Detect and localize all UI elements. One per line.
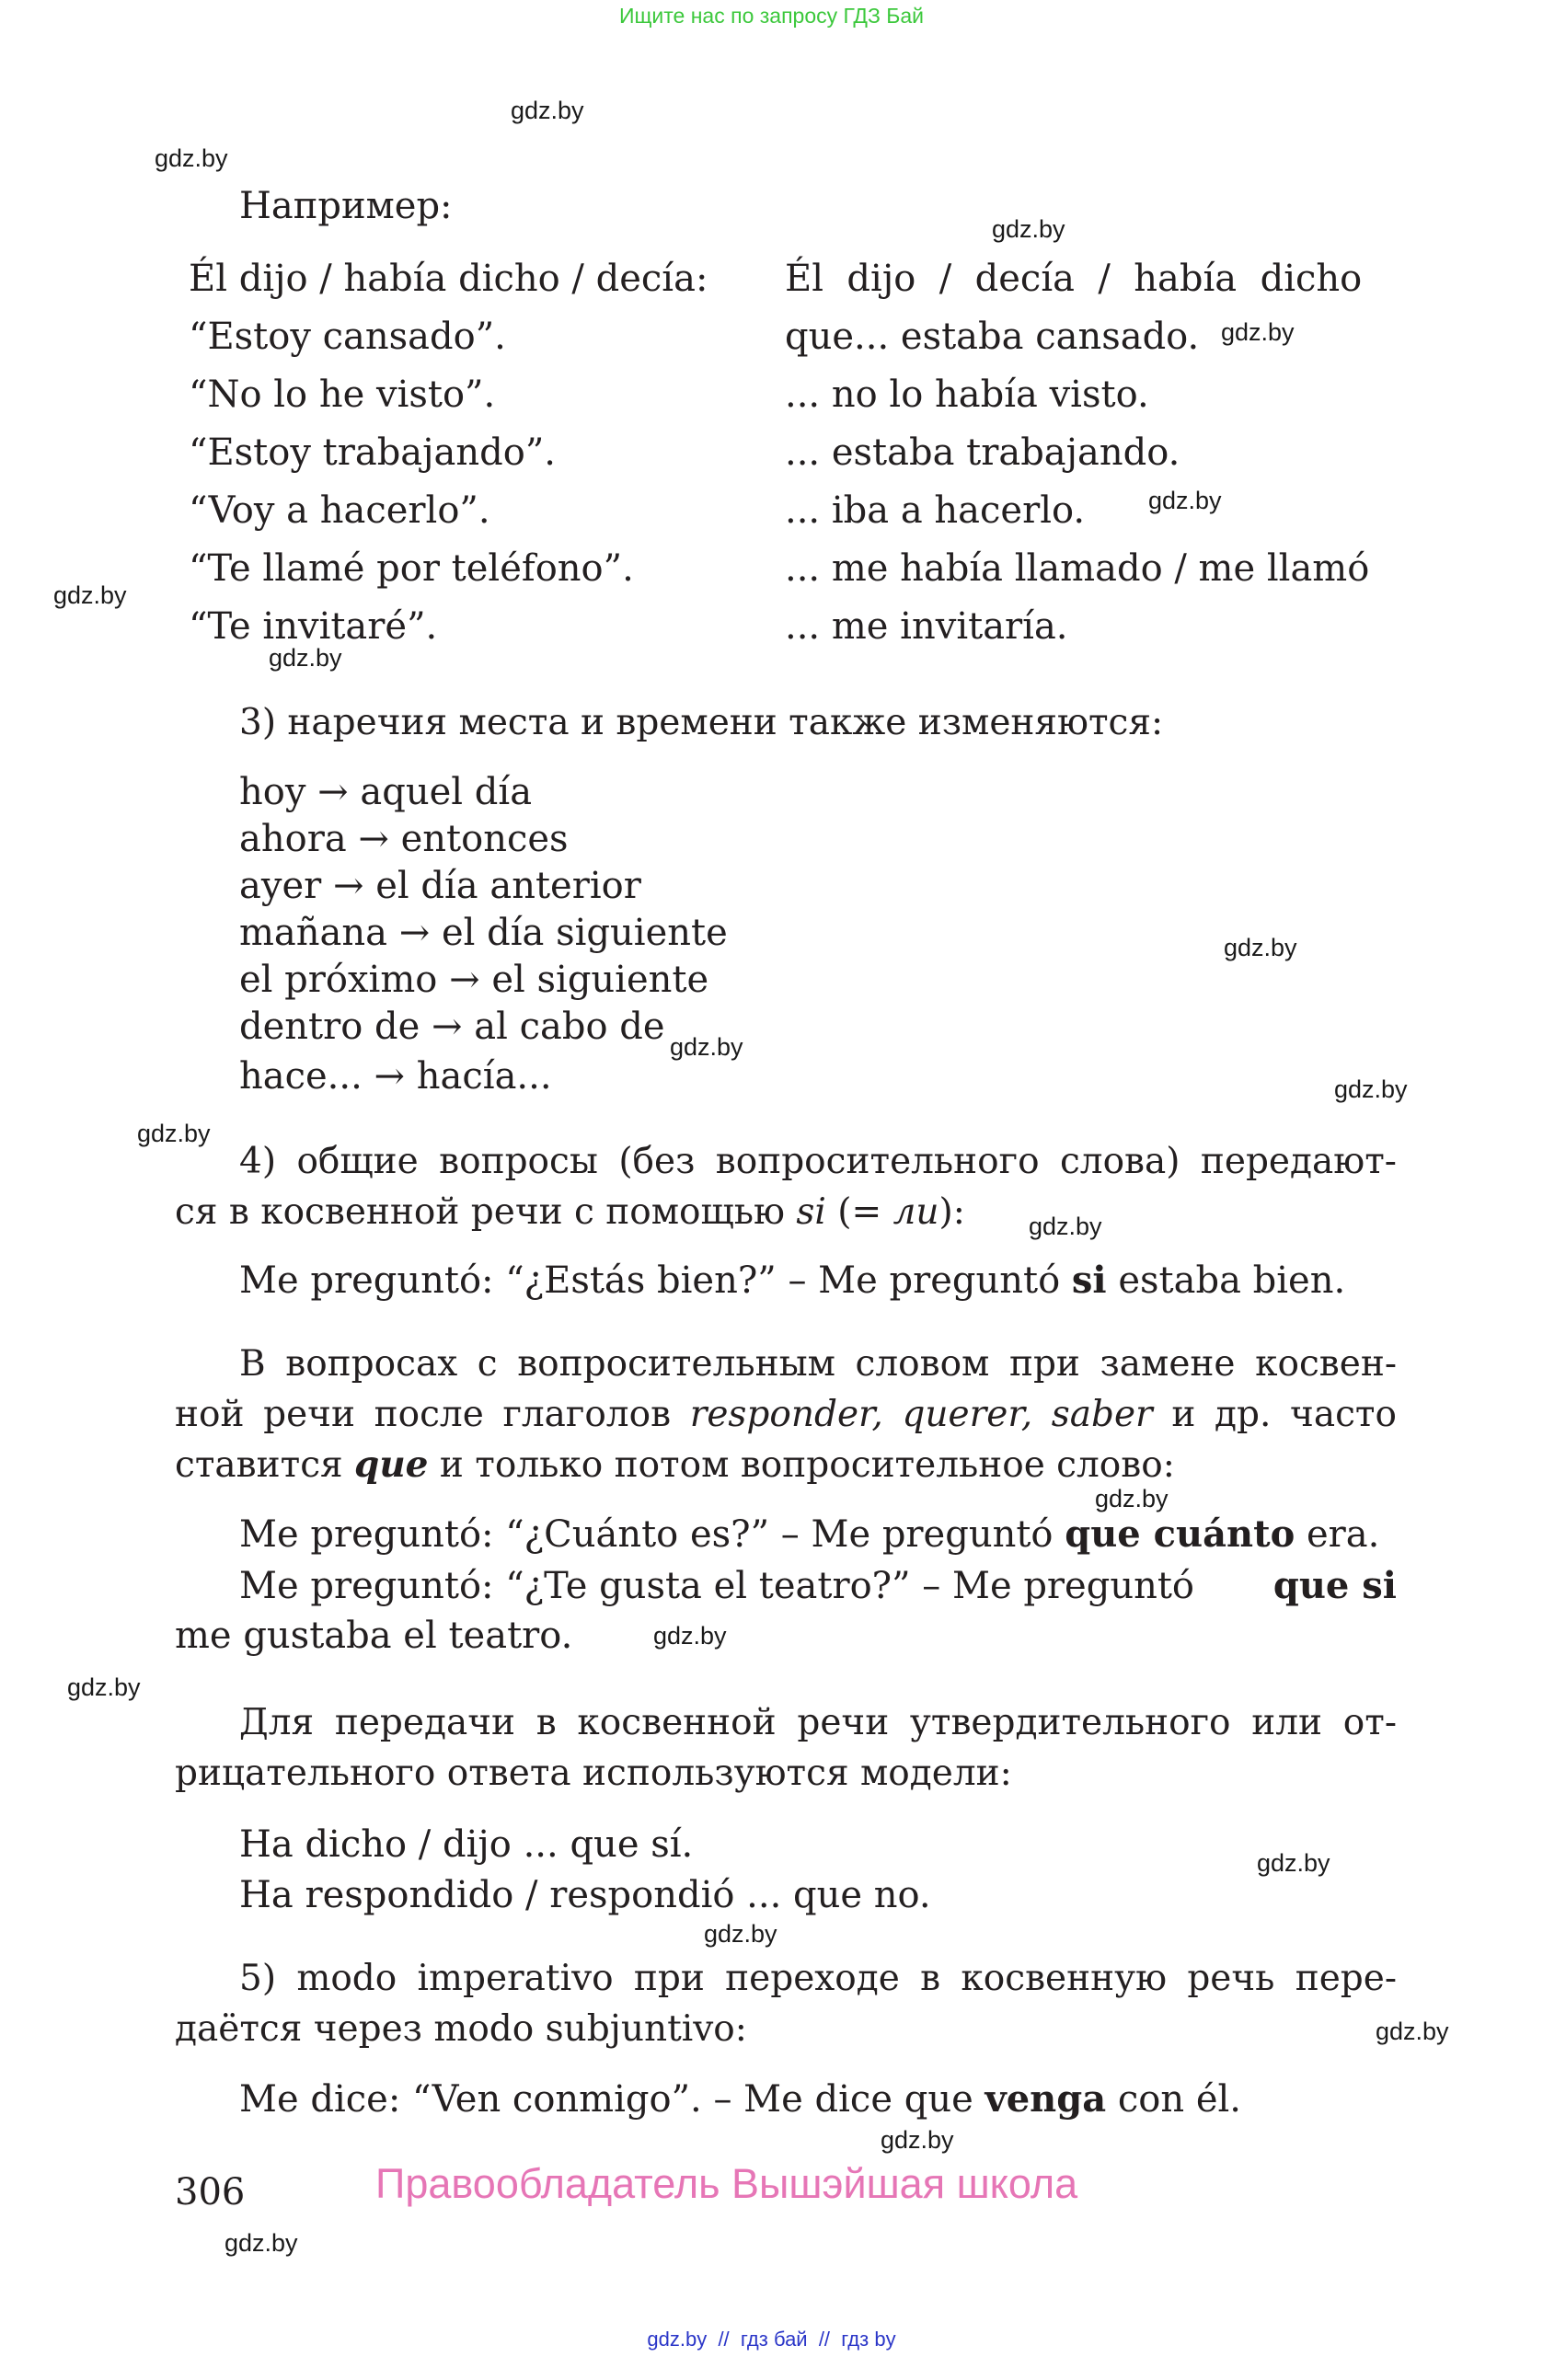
pair-indirect: ... me invitaría. (785, 605, 1068, 648)
watermark: gdz.by (1148, 487, 1222, 514)
watermark: gdz.by (1334, 1075, 1408, 1103)
arrow-icon: → (432, 1006, 463, 1048)
arrow-icon: → (449, 959, 480, 1001)
watermark: gdz.by (992, 215, 1065, 243)
watermark: gdz.by (881, 2126, 954, 2154)
rule-5-line1: 5) modo imperativo при переходе в косвенную речь пере- (239, 1958, 1397, 1999)
arrow-icon: → (374, 1055, 406, 1098)
adverb-row: el próximo → el siguiente (239, 959, 709, 1001)
watermark: gdz.by (511, 97, 584, 124)
watermark: gdz.by (653, 1622, 727, 1650)
watermark: gdz.by (1029, 1213, 1102, 1240)
para-answers-line2: рицательного ответа используются модели: (175, 1753, 1012, 1794)
example-rule-5: Me dice: “Ven conmigo”. – Me dice que venga con él. (239, 2077, 1241, 2121)
para-question-line1: В вопросах с вопросительным словом при замене косвен- (239, 1343, 1397, 1385)
watermark: gdz.by (269, 644, 342, 672)
example-rule-4: Me preguntó: “¿Estás bien?” – Me preguntó si estaba bien. (239, 1259, 1346, 1302)
watermark: gdz.by (155, 144, 228, 172)
footer-links[interactable]: gdz.by // гдз бай // гдз by (647, 2328, 896, 2351)
pair-direct: “Estoy cansado”. (189, 316, 506, 358)
arrow-icon: → (317, 771, 349, 813)
example-question-2: Me preguntó: “¿Te gusta el teatro?” – Me preguntó que si (239, 1564, 1397, 1607)
watermark: gdz.by (704, 1920, 777, 1948)
adverb-row: dentro de → al cabo de (239, 1006, 665, 1048)
adverb-row: hoy → aquel día (239, 771, 533, 813)
pair-direct: Él dijo / había dicho / decía: (189, 258, 708, 300)
watermark: gdz.by (1221, 318, 1295, 346)
adverb-row: ayer → el día anterior (239, 865, 641, 907)
watermark: gdz.by (53, 581, 127, 609)
pair-indirect: ... me había llamado / me llamó (785, 547, 1370, 590)
watermark: gdz.by (1257, 1849, 1330, 1877)
pair-direct: “No lo he visto”. (189, 374, 496, 416)
watermark: gdz.by (1376, 2018, 1449, 2045)
pair-indirect: que... estaba cansado. (785, 316, 1200, 358)
watermark: gdz.by (670, 1033, 743, 1061)
arrow-icon: → (398, 912, 431, 954)
search-banner: Ищите нас по запросу ГДЗ Бай (618, 4, 925, 28)
watermark: gdz.by (1095, 1485, 1169, 1512)
para-answers-line1: Для передачи в косвенной речи утвердительного или от- (239, 1702, 1397, 1743)
rule-4-line2: ся в косвенной речи с помощью si (= ли): (175, 1191, 965, 1233)
pair-indirect: ... no lo había visto. (785, 374, 1149, 416)
para-question-line2: ной речи после глаголов responder, querer, saber и др. часто (175, 1394, 1397, 1435)
pair-indirect: ... estaba trabajando. (785, 431, 1180, 474)
copyright-notice: Правообладатель Вышэйшая школа (375, 2160, 1078, 2207)
pair-indirect: ... iba a hacerlo. (785, 489, 1086, 532)
example-label: Например: (239, 185, 453, 227)
adverb-row: ahora → entonces (239, 818, 569, 860)
answer-model-yes: Ha dicho / dijo ... que sí. (239, 1823, 694, 1866)
rule-3-text: 3) наречия места и времени также изменяются: (239, 702, 1164, 743)
page-number: 306 (175, 2171, 246, 2213)
rule-5-line2: даётся через modo subjuntivo: (175, 2008, 747, 2050)
adverb-row: mañana → el día siguiente (239, 912, 728, 954)
watermark: gdz.by (67, 1673, 141, 1701)
pair-direct: “Te invitaré”. (189, 605, 438, 648)
adverb-row: hace... → hacía... (239, 1055, 552, 1098)
example-question-2-cont: me gustaba el teatro. (175, 1615, 573, 1657)
para-question-line3: ставится que и только потом вопросительное слово: (175, 1443, 1175, 1486)
pair-direct: “Estoy trabajando”. (189, 431, 557, 474)
arrow-icon: → (358, 818, 389, 860)
pair-indirect: Él dijo / decía / había dicho (785, 258, 1363, 300)
watermark: gdz.by (137, 1120, 211, 1147)
watermark: gdz.by (225, 2229, 298, 2257)
rule-4-line1: 4) общие вопросы (без вопросительного слова) передают- (239, 1141, 1397, 1182)
answer-model-no: Ha respondido / respondió ... que no. (239, 1874, 931, 1916)
watermark: gdz.by (1224, 934, 1297, 961)
example-question-1: Me preguntó: “¿Cuánto es?” – Me preguntó que cuánto era. (239, 1512, 1380, 1556)
arrow-icon: → (332, 865, 364, 907)
pair-direct: “Te llamé por teléfono”. (189, 547, 634, 590)
pair-direct: “Voy a hacerlo”. (189, 489, 490, 532)
